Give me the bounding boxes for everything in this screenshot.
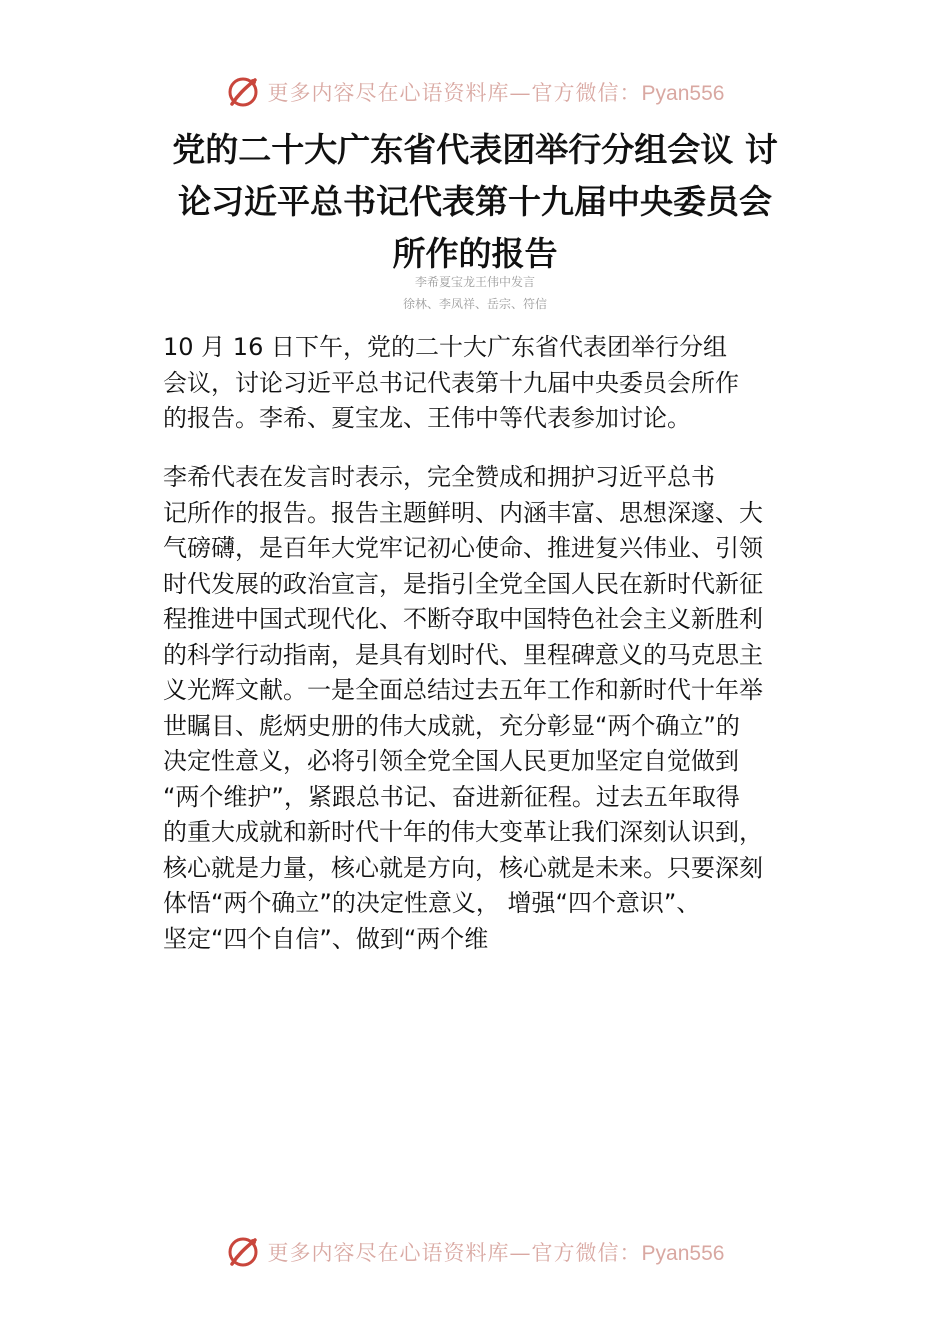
paragraph-line: 时代发展的政治宣言，是指引全党全国人民在新时代新征: [163, 569, 763, 598]
paragraph-line: 李希代表在发言时表示，完全赞成和拥护习近平总书: [163, 463, 715, 491]
brush-logo-icon: [226, 75, 260, 109]
paragraph-intro: [163, 330, 813, 437]
paragraph-line: 会议，讨论习近平总书记代表第十九届中央委员会所作: [163, 368, 739, 397]
paragraph-line: 体悟“两个确立”的决定性意义， 增强“四个意识”、: [163, 889, 701, 917]
paragraph-speech: [163, 460, 813, 957]
watermark-text: 更多内容尽在心语资料库—官方微信：Pyan556: [267, 1241, 725, 1265]
paragraph-line: 的科学行动指南，是具有划时代、里程碑意义的马克思主: [163, 640, 763, 669]
paragraph-line: 记所作的报告。报告主题鲜明、内涵丰富、思想深邃、大: [163, 498, 763, 527]
watermark-text: 更多内容尽在心语资料库—官方微信：Pyan556: [267, 81, 725, 105]
footer-watermark: [0, 1230, 950, 1274]
title-line: 党的二十大广东省代表团举行分组会议 讨: [172, 130, 778, 169]
paragraph-line: 世瞩目、彪炳史册的伟大成就，充分彰显“两个确立”的: [163, 711, 740, 740]
watermark-handle: Pyan556: [641, 1242, 725, 1265]
title-line: 论习近平总书记代表第十九届中央委员会: [178, 182, 772, 221]
paragraph-line: 的重大成就和新时代十年的伟大变革让我们深刻认识到，: [163, 818, 763, 846]
header-watermark: [0, 70, 950, 114]
reporters-line: 徐林、李凤祥、岳宗、符信: [402, 297, 547, 311]
paragraph-line: “两个维护”，紧跟总书记、奋进新征程。过去五年取得: [163, 782, 740, 811]
paragraph-line: 10 月 16 日下午，党的二十大广东省代表团举行分组: [163, 333, 727, 361]
paragraph-line: 气磅礴，是百年大党牢记初心使命、推进复兴伟业、引领: [163, 534, 763, 562]
paragraph-line: 核心就是力量，核心就是方向，核心就是未来。只要深刻: [163, 853, 763, 882]
speakers-line: 李希夏宝龙王伟中发言: [414, 275, 535, 289]
paragraph-line: 的报告。李希、夏宝龙、王伟中等代表参加讨论。: [163, 404, 691, 432]
paragraph-line: 坚定“四个自信”、做到“两个维: [163, 924, 489, 953]
brush-logo-icon: [226, 1235, 260, 1269]
watermark-handle: Pyan556: [641, 82, 725, 105]
title-line: 所作的报告: [392, 234, 558, 273]
document-title: [140, 124, 810, 280]
paragraph-line: 决定性意义，必将引领全党全国人民更加坚定自觉做到: [163, 747, 739, 775]
paragraph-line: 义光辉文献。一是全面总结过去五年工作和新时代十年举: [163, 676, 763, 704]
paragraph-line: 程推进中国式现代化、不断夺取中国特色社会主义新胜利: [163, 605, 763, 633]
